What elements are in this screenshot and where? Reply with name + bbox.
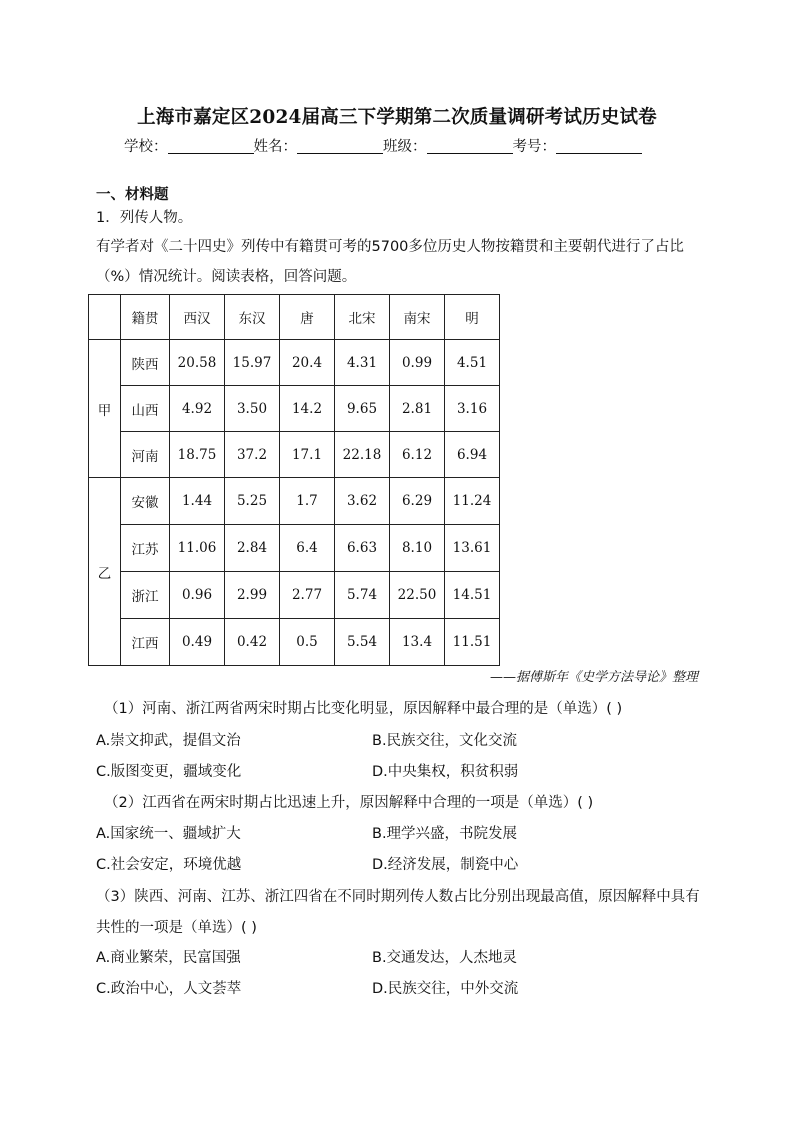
table-source: ——据傅斯年《史学方法导论》整理 <box>489 670 698 685</box>
column-header: 南宋 <box>390 295 445 340</box>
value-cell: 1.7 <box>280 478 335 525</box>
option-c: C.社会安定，环境优越 <box>96 857 242 873</box>
option-c: C.版图变更，疆域变化 <box>96 764 242 780</box>
province-cell: 江苏 <box>121 525 170 572</box>
value-cell: 22.50 <box>390 572 445 619</box>
province-cell: 安徽 <box>121 478 170 525</box>
column-header-origin: 籍贯 <box>121 295 170 340</box>
value-cell: 17.1 <box>280 432 335 478</box>
option-b: B.理学兴盛，书院发展 <box>372 826 518 842</box>
value-cell: 15.97 <box>225 340 280 386</box>
option-b: B.民族交往，文化交流 <box>372 733 518 749</box>
value-cell: 14.2 <box>280 386 335 432</box>
table-row <box>89 340 500 386</box>
option-d: D.民族交往，中外交流 <box>372 981 519 997</box>
exam-number-blank <box>556 137 642 154</box>
school-blank <box>168 137 254 154</box>
table-row <box>89 572 500 619</box>
value-cell: 8.10 <box>390 525 445 572</box>
value-cell: 4.92 <box>170 386 225 432</box>
value-cell: 6.12 <box>390 432 445 478</box>
value-cell: 2.81 <box>390 386 445 432</box>
value-cell: 6.4 <box>280 525 335 572</box>
value-cell: 0.5 <box>280 619 335 666</box>
value-cell: 20.4 <box>280 340 335 386</box>
value-cell: 14.51 <box>445 572 500 619</box>
value-cell: 5.25 <box>225 478 280 525</box>
subquestion-2-stem: （2）江西省在两宋时期占比迅速上升，原因解释中合理的一项是（单选）( ) <box>104 795 594 811</box>
value-cell: 3.16 <box>445 386 500 432</box>
value-cell: 20.58 <box>170 340 225 386</box>
value-cell: 11.51 <box>445 619 500 666</box>
value-cell: 13.61 <box>445 525 500 572</box>
table-row <box>89 478 500 525</box>
option-b: B.交通发达，人杰地灵 <box>372 950 518 966</box>
value-cell: 3.62 <box>335 478 390 525</box>
column-header: 西汉 <box>170 295 225 340</box>
value-cell: 13.4 <box>390 619 445 666</box>
subquestion-3-stem: （3）陕西、河南、江苏、浙江四省在不同时期列传人数占比分别出现最高值，原因解释中具有共性的一项是（单选）( ) <box>96 889 700 936</box>
option-c: C.政治中心，人文荟萃 <box>96 981 242 997</box>
value-cell: 2.77 <box>280 572 335 619</box>
value-cell: 37.2 <box>225 432 280 478</box>
value-cell: 0.42 <box>225 619 280 666</box>
value-cell: 4.51 <box>445 340 500 386</box>
value-cell: 22.18 <box>335 432 390 478</box>
value-cell: 3.50 <box>225 386 280 432</box>
question-number: 1．列传人物。 <box>96 210 193 226</box>
value-cell: 2.99 <box>225 572 280 619</box>
table-row <box>89 432 500 478</box>
class-label: 班级： <box>383 139 427 155</box>
column-header: 唐 <box>280 295 335 340</box>
province-cell: 江西 <box>121 619 170 666</box>
value-cell: 4.31 <box>335 340 390 386</box>
table-row <box>89 619 500 666</box>
value-cell: 6.29 <box>390 478 445 525</box>
table-row <box>89 525 500 572</box>
name-label: 姓名： <box>253 139 297 155</box>
value-cell: 1.44 <box>170 478 225 525</box>
value-cell: 6.63 <box>335 525 390 572</box>
option-a: A.国家统一、疆域扩大 <box>96 826 241 842</box>
column-header: 北宋 <box>335 295 390 340</box>
value-cell: 0.49 <box>170 619 225 666</box>
section-title: 一、材料题 <box>96 187 169 203</box>
school-label: 学校： <box>124 139 168 155</box>
table-header-row <box>89 295 500 340</box>
column-header: 东汉 <box>225 295 280 340</box>
value-cell: 11.06 <box>170 525 225 572</box>
value-cell: 0.99 <box>390 340 445 386</box>
value-cell: 0.96 <box>170 572 225 619</box>
province-cell: 浙江 <box>121 572 170 619</box>
province-cell: 山西 <box>121 386 170 432</box>
option-d: D.经济发展，制瓷中心 <box>372 857 519 873</box>
table-corner-empty <box>89 295 121 340</box>
name-blank <box>297 137 383 154</box>
exam-number-label: 考号： <box>512 139 556 155</box>
value-cell: 9.65 <box>335 386 390 432</box>
value-cell: 6.94 <box>445 432 500 478</box>
value-cell: 5.74 <box>335 572 390 619</box>
value-cell: 18.75 <box>170 432 225 478</box>
province-cell: 陕西 <box>121 340 170 386</box>
province-cell: 河南 <box>121 432 170 478</box>
option-a: A.商业繁荣，民富国强 <box>96 950 241 966</box>
value-cell: 2.84 <box>225 525 280 572</box>
option-d: D.中央集权，积贫积弱 <box>372 764 519 780</box>
table-row <box>89 386 500 432</box>
question-intro: 有学者对《二十四史》列传中有籍贯可考的5700多位历史人物按籍贯和主要朝代进行了占比（%）情况统计。阅读表格，回答问题。 <box>96 239 684 285</box>
value-cell: 11.24 <box>445 478 500 525</box>
class-blank <box>427 137 513 154</box>
column-header: 明 <box>445 295 500 340</box>
group-label: 甲 <box>89 340 121 478</box>
subquestion-1-stem: （1）河南、浙江两省两宋时期占比变化明显，原因解释中最合理的是（单选）( ) <box>104 701 623 717</box>
value-cell: 5.54 <box>335 619 390 666</box>
data-table <box>88 294 500 666</box>
option-a: A.崇文抑武，提倡文治 <box>96 733 241 749</box>
group-label: 乙 <box>89 478 121 666</box>
exam-title: 上海市嘉定区2024届高三下学期第二次质量调研考试历史试卷 <box>137 107 657 128</box>
student-info-line <box>124 135 642 156</box>
